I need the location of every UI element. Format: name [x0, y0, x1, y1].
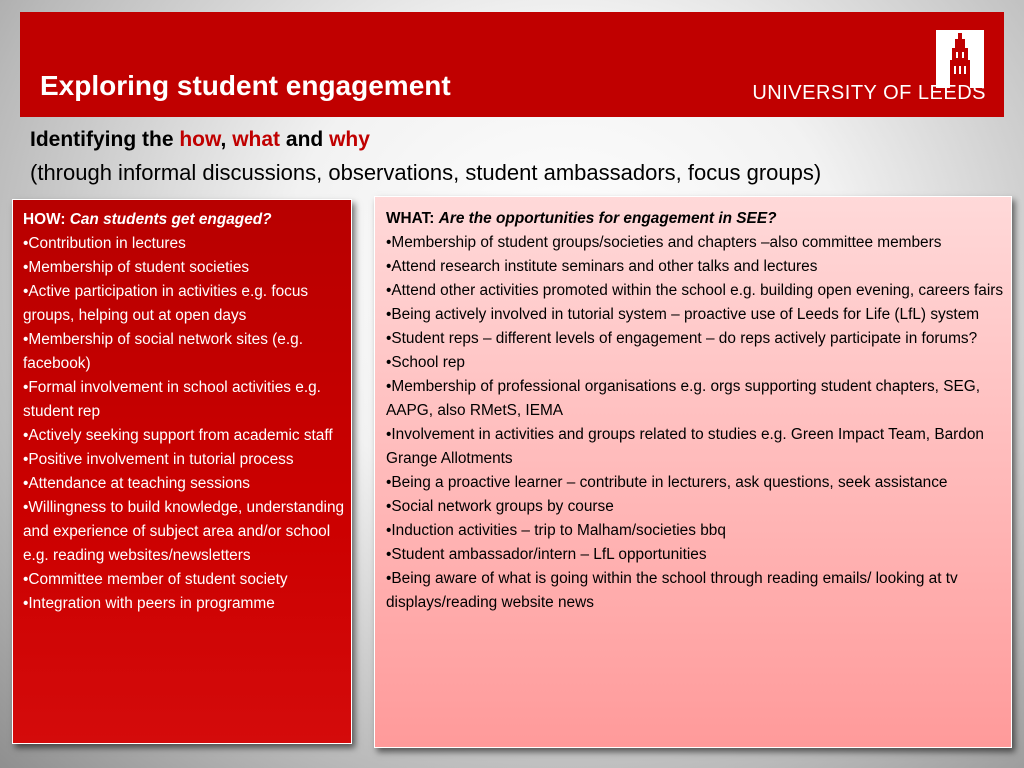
- heading-what: what: [232, 128, 281, 151]
- list-item: • Membership of student societies: [23, 256, 345, 280]
- heading-comma: ,: [220, 128, 233, 151]
- heading-and: and: [280, 128, 330, 151]
- list-item: • Being a proactive learner – contribute in lecturers, ask questions, seek assistance: [386, 471, 1005, 495]
- list-item: • Integration with peers in programme: [23, 592, 345, 616]
- list-item: • Involvement in activities and groups related to studies e.g. Green Impact Team, Bardon Grange Allotments: [386, 423, 1005, 471]
- list-item: • Social network groups by course: [386, 495, 1005, 519]
- list-item: • Student reps – different levels of engagement – do reps actively participate in forums?: [386, 327, 1005, 351]
- list-item: • Active participation in activities e.g. focus groups, helping out at open days: [23, 280, 345, 328]
- list-item: • Formal involvement in school activities e.g. student rep: [23, 376, 345, 424]
- university-crest-icon: [936, 30, 984, 88]
- slide-title: Exploring student engagement: [40, 70, 451, 101]
- list-item: • Being aware of what is going within the school through reading emails/ looking at tv displays/reading website news: [386, 567, 1005, 615]
- section-subtitle: (through informal discussions, observations, student ambassadors, focus groups): [30, 160, 822, 185]
- list-item: • Membership of professional organisations e.g. orgs supporting student chapters, SEG, AAPG, also RMetS, IEMA: [386, 375, 1005, 423]
- list-item: • Actively seeking support from academic staff: [23, 424, 345, 448]
- list-item: • Induction activities – trip to Malham/societies bbq: [386, 519, 1005, 543]
- heading-how: how: [179, 128, 221, 151]
- list-item: • Membership of student groups/societies and chapters –also committee members: [386, 231, 1005, 255]
- university-logo-text: UNIVERSITY OF LEEDS: [752, 82, 986, 104]
- how-list: [23, 232, 345, 616]
- what-panel-heading: [386, 207, 1005, 231]
- list-item: • Attend other activities promoted within the school e.g. building open evening, careers fairs: [386, 279, 1005, 303]
- what-label: WHAT:: [386, 210, 439, 227]
- what-panel: [374, 196, 1012, 748]
- how-panel-heading: [23, 208, 345, 232]
- heading-why: why: [329, 128, 370, 151]
- what-question: Are the opportunities for engagement in SEE?: [438, 210, 777, 227]
- list-item: • Positive involvement in tutorial process: [23, 448, 345, 472]
- how-question: Can students get engaged?: [69, 211, 272, 228]
- heading-prefix: Identifying the: [30, 128, 180, 151]
- list-item: • Contribution in lectures: [23, 232, 345, 256]
- list-item: • Student ambassador/intern – LfL opportunities: [386, 543, 1005, 567]
- how-panel: [12, 199, 352, 744]
- list-item: • Attendance at teaching sessions: [23, 472, 345, 496]
- how-label: HOW:: [23, 211, 70, 228]
- title-banner: [20, 12, 1004, 117]
- list-item: • School rep: [386, 351, 1005, 375]
- list-item: • Being actively involved in tutorial system – proactive use of Leeds for Life (LfL) system: [386, 303, 1005, 327]
- list-item: • Willingness to build knowledge, understanding and experience of subject area and/or school e.g. reading websites/newsletters: [23, 496, 345, 568]
- list-item: • Attend research institute seminars and other talks and lectures: [386, 255, 1005, 279]
- list-item: • Membership of social network sites (e.g. facebook): [23, 328, 345, 376]
- list-item: • Committee member of student society: [23, 568, 345, 592]
- what-list: [386, 231, 1005, 615]
- section-heading: [30, 128, 370, 152]
